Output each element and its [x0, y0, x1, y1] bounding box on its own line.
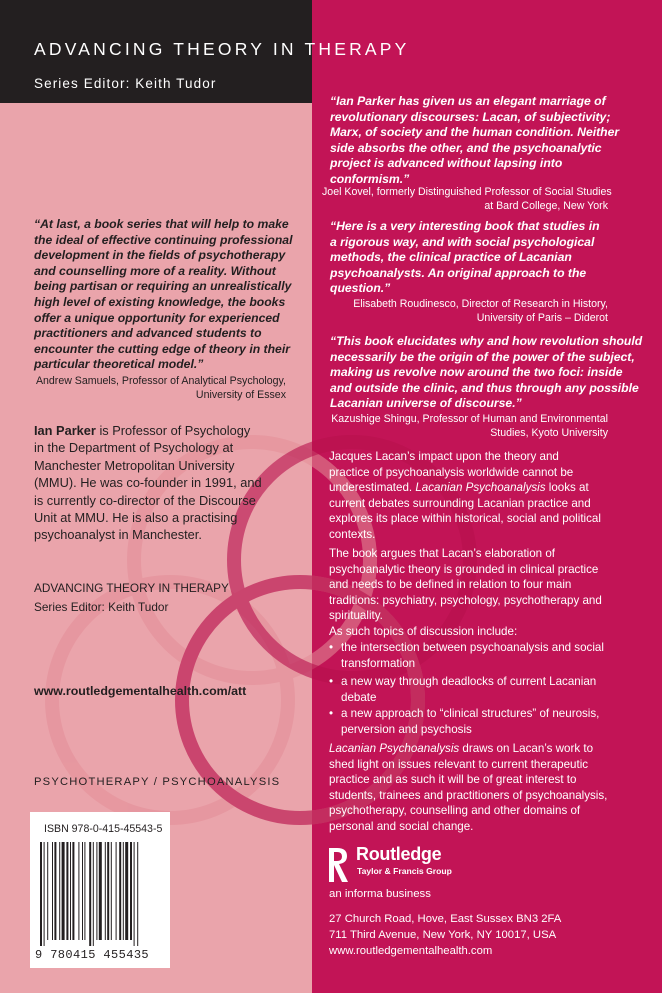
attribution-line: Andrew Samuels, Professor of Analytical Psychology,	[35, 375, 286, 387]
quote-line: methods, the clinical practice of Lacanian	[330, 250, 572, 265]
barcode-bar	[93, 842, 94, 946]
quote-line: psychoanalysts. An original approach to the	[330, 265, 587, 280]
barcode-bar	[134, 842, 135, 946]
series-website-link[interactable]: www.routledgementalhealth.com/att	[34, 684, 247, 698]
barcode-bar	[89, 842, 91, 946]
endorsement-quote	[34, 217, 304, 373]
barcode-bar	[137, 842, 138, 946]
isbn-barcode	[30, 812, 170, 968]
quote-line: side absorbs the other, and the psychoanalytic	[330, 140, 602, 155]
description-line: personal and social change.	[329, 819, 474, 833]
topic-text	[341, 674, 596, 705]
quote-line: offer a unique opportunity for experienced	[34, 310, 280, 325]
topic-line: the intersection between psychoanalysis and social	[341, 641, 604, 654]
description-line: shed light on issues relevant to current therapeutic	[329, 757, 589, 771]
description-line	[329, 480, 629, 496]
author-bio-line	[34, 422, 306, 439]
quote-line: “This book elucidates why and how revolution should	[330, 334, 643, 348]
quote-line: conformism.”	[330, 171, 410, 186]
description-text: underestimated.	[329, 481, 416, 495]
description-line: As such topics of discussion include:	[329, 625, 518, 638]
attribution-line: Joel Kovel, formerly Distinguished Professor of Social Studies	[322, 186, 612, 198]
series-editor: Series Editor: Keith Tudor	[34, 76, 217, 91]
author-bio-line: Manchester Metropolitan University	[34, 457, 235, 473]
description-line: students, trainees and practitioners of psychoanalysis,	[329, 788, 608, 802]
description-line: contexts.	[329, 527, 376, 541]
publisher-group: Taylor & Francis Group	[357, 866, 452, 876]
quote-line: and outside the clinic, and thus through any possible	[330, 380, 639, 395]
quote-line: project is advanced without lapsing into	[330, 156, 563, 171]
description-line: The book argues that Lacan’s elaboration of	[329, 547, 556, 560]
routledge-logo-icon	[326, 845, 352, 885]
publisher-address-us: 711 Third Avenue, New York, NY 10017, USA	[329, 929, 557, 941]
quote-line: making us revolve now around the two foci: inside	[330, 365, 623, 380]
barcode-bar	[125, 842, 128, 940]
barcode-bar	[123, 842, 124, 940]
description-paragraph	[329, 449, 629, 543]
quote-line: “Here is a very interesting book that studies in	[330, 219, 600, 233]
description-line: psychoanalytic theory is grounded in clinical practice	[329, 562, 599, 576]
quote-attribution	[34, 374, 286, 402]
barcode-bar	[96, 842, 97, 940]
publisher-tagline: an informa business	[329, 888, 431, 900]
quote-line: Marx, of society and the human condition. Neither	[330, 125, 620, 140]
barcode-icon	[40, 842, 160, 946]
description-line: practice of psychoanalysis worldwide cannot be	[329, 465, 574, 479]
description-line: traditions: psychiatry, psychology, psychotherapy and	[329, 593, 602, 607]
description-line	[329, 741, 629, 757]
description-line: psychotherapy, counselling and other domains of	[329, 804, 581, 818]
publisher-name: Routledge	[356, 844, 442, 864]
barcode-bar	[47, 842, 48, 940]
attribution-line: University of Essex	[195, 389, 286, 401]
barcode-bar	[84, 842, 85, 940]
description-paragraph	[329, 741, 629, 835]
description-line: current debates surrounding Lacanian practice and	[329, 496, 591, 510]
quote-line: “Ian Parker has given us an elegant marriage of	[330, 94, 606, 108]
book-title-italic: Lacanian Psychoanalysis	[415, 481, 546, 495]
quote-line: encounter the cutting edge of theory in their	[34, 341, 290, 356]
attribution-line: Elisabeth Roudinesco, Director of Research in History,	[353, 298, 608, 310]
quote-line: high level of existing knowledge, the books	[34, 294, 286, 309]
barcode-bar	[107, 842, 109, 940]
endorsement-quote	[330, 94, 630, 188]
barcode-bar	[40, 842, 42, 946]
barcode-bar	[54, 842, 56, 940]
barcode-bar	[116, 842, 117, 940]
subject-category: PSYCHOTHERAPY / PSYCHOANALYSIS	[34, 776, 281, 788]
barcode-bar	[130, 842, 132, 940]
attribution-line: Kazushige Shingu, Professor of Human and Environmental	[331, 413, 608, 425]
barcode-bar	[59, 842, 60, 940]
barcode-bar	[66, 842, 68, 940]
author-bio	[34, 422, 306, 544]
attribution-line: University of Paris – Diderot	[476, 312, 608, 324]
barcode-bar	[119, 842, 121, 940]
topic-line: a new way through deadlocks of current Lacanian	[341, 675, 597, 688]
series-editor-small: Series Editor: Keith Tudor	[34, 600, 169, 614]
quote-attribution	[322, 297, 608, 325]
barcode-digits: 9 780415 455435	[35, 948, 150, 962]
topic-line: a new approach to “clinical structures” of neurosis,	[341, 707, 600, 720]
topic-line: transformation	[341, 656, 416, 670]
attribution-line: at Bard College, New York	[484, 200, 608, 212]
description-line: explores its place within historical, social and political	[329, 512, 601, 526]
barcode-bar	[82, 842, 83, 940]
quote-line: “At last, a book series that will help to make	[34, 217, 289, 231]
barcode-bar	[111, 842, 112, 940]
topic-text	[341, 706, 599, 737]
author-bio-text: is Professor of Psychology	[95, 423, 251, 438]
author-name: Ian Parker	[34, 423, 96, 438]
author-bio-line: psychoanalyst in Manchester.	[34, 527, 202, 543]
quote-attribution	[322, 412, 608, 440]
isbn-label: ISBN 978-0-415-45543-5	[44, 823, 163, 835]
quote-line: the ideal of effective continuing professional	[34, 232, 293, 247]
book-title-italic: Lacanian Psychoanalysis	[329, 742, 460, 755]
description-text: looks at	[545, 481, 589, 495]
description-line: practice and as such it will be of great interest to	[329, 773, 577, 787]
topic-text	[341, 640, 604, 671]
quote-line: necessarily be the origin of the power of the subject,	[330, 349, 635, 364]
barcode-bar	[72, 842, 74, 940]
topic-line: debate	[341, 690, 377, 704]
description-line: spirituality.	[329, 609, 383, 623]
quote-line: being partisan or requiring an unrealistically	[34, 279, 292, 294]
bullet-icon: •	[329, 675, 334, 688]
quote-line: and counselling more of a reality. Without	[34, 263, 276, 278]
series-heading: ADVANCING THEORY IN THERAPY	[34, 39, 410, 59]
author-bio-line: (MMU). He was co-founder in 1991, and	[34, 475, 262, 491]
barcode-bar	[52, 842, 53, 940]
bullet-icon: •	[329, 641, 334, 654]
series-title-small: ADVANCING THEORY IN THERAPY	[34, 581, 229, 595]
description-line: Jacques Lacan’s impact upon the theory and	[329, 450, 559, 463]
topic-line: perversion and psychosis	[341, 722, 472, 736]
quote-line: development in the fields of psychotherapy	[34, 248, 286, 263]
topics-intro	[329, 624, 629, 640]
quote-attribution	[322, 185, 612, 213]
author-bio-line: in the Department of Psychology at	[34, 440, 234, 456]
author-bio-line: Unit at MMU. He is also a practising	[34, 510, 238, 526]
barcode-bar	[70, 842, 71, 940]
quote-line: practitioners and advanced students to	[34, 326, 262, 341]
barcode-bar	[78, 842, 79, 940]
quote-line: revolutionary discourses: Lacan, of subjectivity;	[330, 109, 611, 124]
publisher-address-uk: 27 Church Road, Hove, East Sussex BN3 2FA	[329, 913, 562, 925]
description-line: and needs to be defined in relation to four main	[329, 578, 572, 592]
quote-line: a rigorous way, and with social psychological	[330, 234, 595, 249]
quote-line: question.”	[330, 281, 391, 296]
endorsement-quote	[330, 219, 630, 297]
barcode-bar	[44, 842, 45, 946]
description-paragraph	[329, 546, 629, 624]
quote-line: Lacanian universe of discourse.”	[330, 396, 522, 411]
barcode-bar	[99, 842, 102, 940]
barcode-bar	[105, 842, 106, 940]
attribution-line: Studies, Kyoto University	[490, 427, 608, 439]
publisher-website-link[interactable]: www.routledgementalhealth.com	[329, 945, 493, 957]
endorsement-quote	[330, 334, 643, 412]
author-bio-line: is currently co-director of the Discourse	[34, 492, 256, 508]
barcode-bar	[62, 842, 65, 940]
description-text: draws on Lacan’s work to	[459, 742, 594, 755]
series-band	[0, 0, 410, 103]
bullet-icon: •	[329, 707, 334, 720]
quote-line: particular theoretical model.”	[34, 357, 204, 372]
